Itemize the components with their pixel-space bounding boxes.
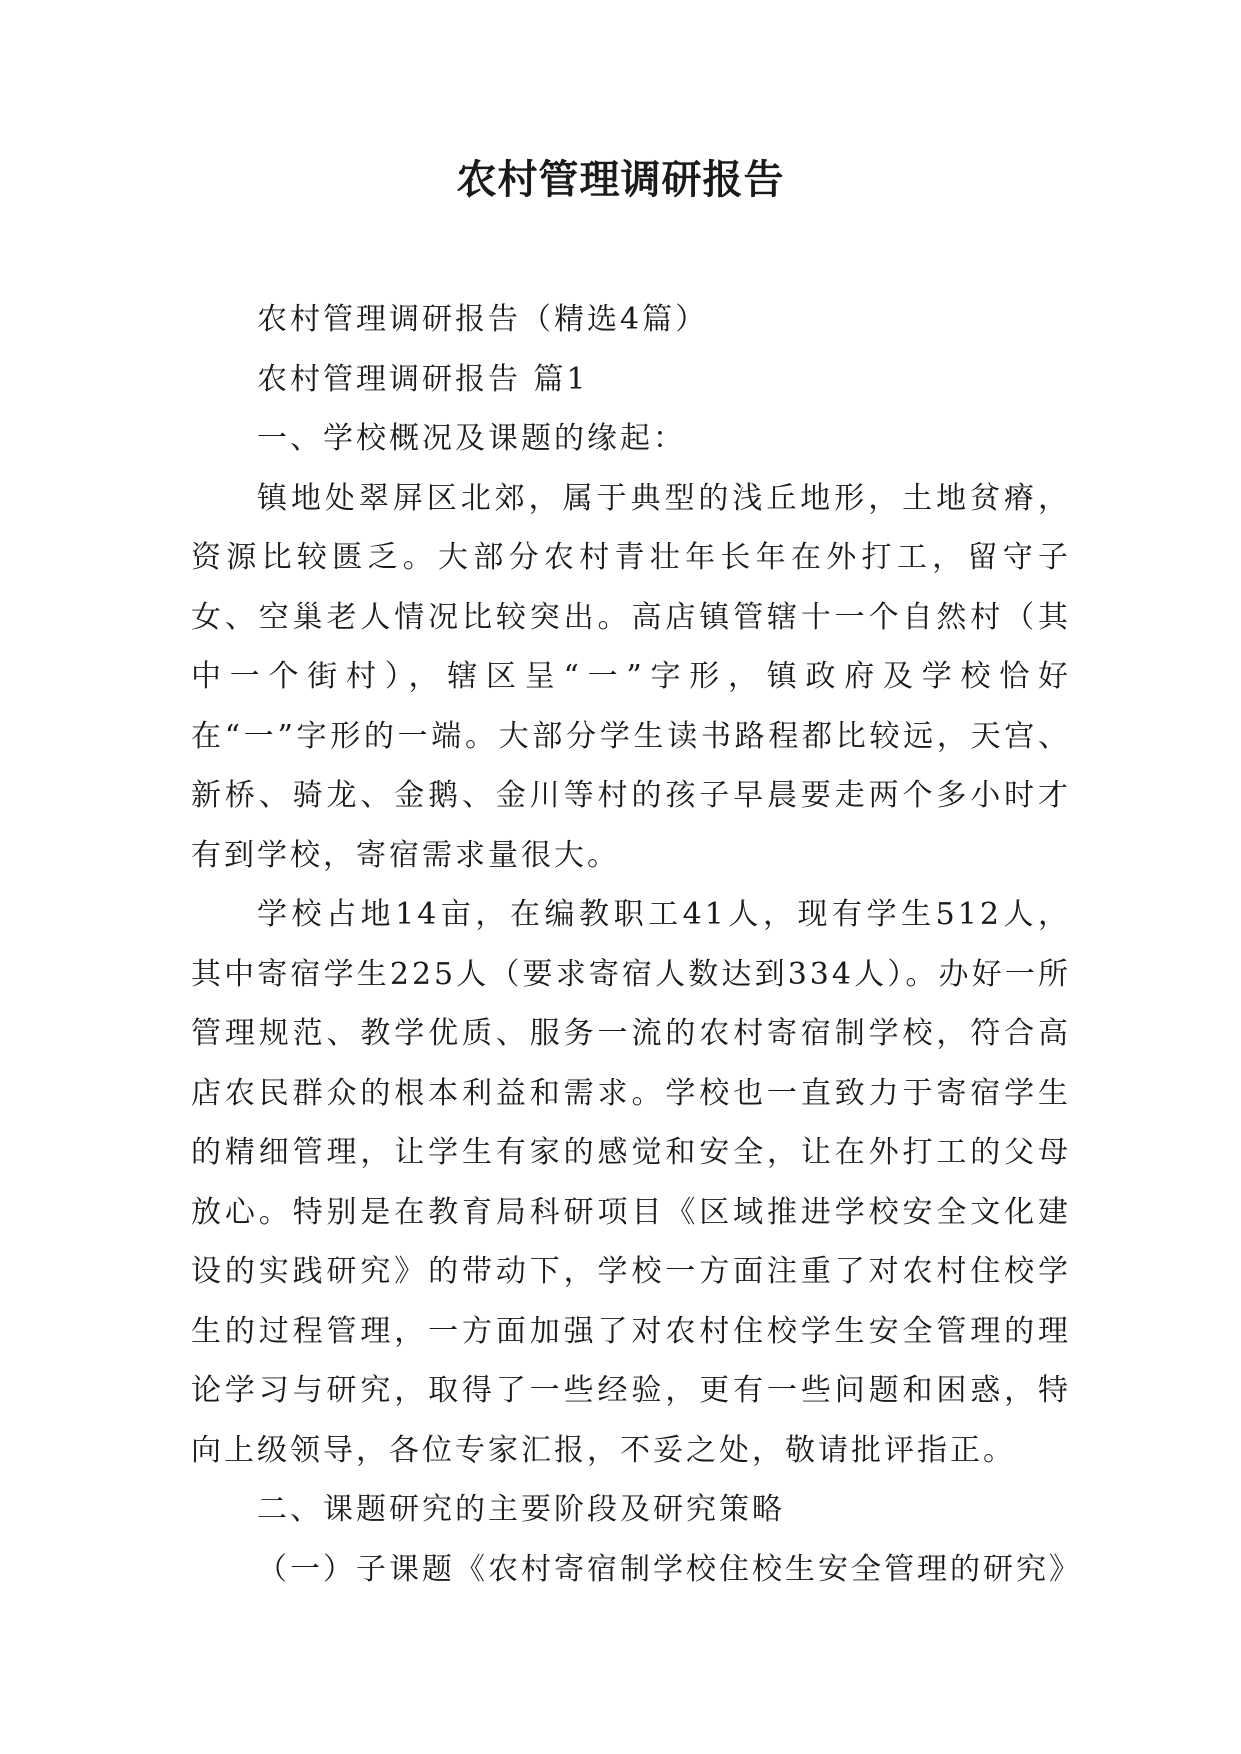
paragraph-section-heading-2: 二、课题研究的主要阶段及研究策略 (257, 1492, 785, 1527)
paragraph-section-heading-1: 一、学校概况及课题的缘起： (257, 421, 686, 456)
paragraph-chapter-title: 农村管理调研报告 篇1 (257, 361, 589, 397)
document-body (191, 290, 1082, 1599)
paragraph-town-overview: 镇地处翠屏区北郊，属于典型的浅丘地形，土地贫瘠，资源比较匮乏。大部分农村青壮年长年在外打工，留守子女、空巢老人情况比较突出。高店镇管辖十一个自然村（其中一个街村），辖区呈“一”字形，镇政府及学校恰好在“一”字形的一端。大部分学生读书路程都比较远，天宫、新桥、骑龙、金鹅、金川等村的孩子早晨要走两个多小时才有到学校，寄宿需求量很大。 (191, 480, 1071, 873)
document-title: 农村管理调研报告 (456, 156, 785, 203)
paragraph-subtopic-heading: （一）子课题《农村寄宿制学校住校生安全管理的研究》 (257, 1551, 1082, 1587)
paragraph-collection-title: 农村管理调研报告（精选4篇） (257, 302, 709, 337)
paragraph-school-overview: 学校占地14亩，在编教职工41人，现有学生512人，其中寄宿学生225人（要求寄宿人数达到334人）。办好一所管理规范、教学优质、服务一流的农村寄宿制学校，符合高店农民群众的根本利益和需求。学校也一直致力于寄宿学生的精细管理，让学生有家的感觉和安全，让在外打工的父母放心。特别是在教育局科研项目《区域推进学校安全文化建设的实践研究》的带动下，学校一方面注重了对农村住校学生的过程管理，一方面加强了对农村住校学生安全管理的理论学习与研究，取得了一些经验，更有一些问题和困惑，特向上级领导，各位专家汇报，不妥之处，敬请批评指正。 (191, 897, 1071, 1468)
